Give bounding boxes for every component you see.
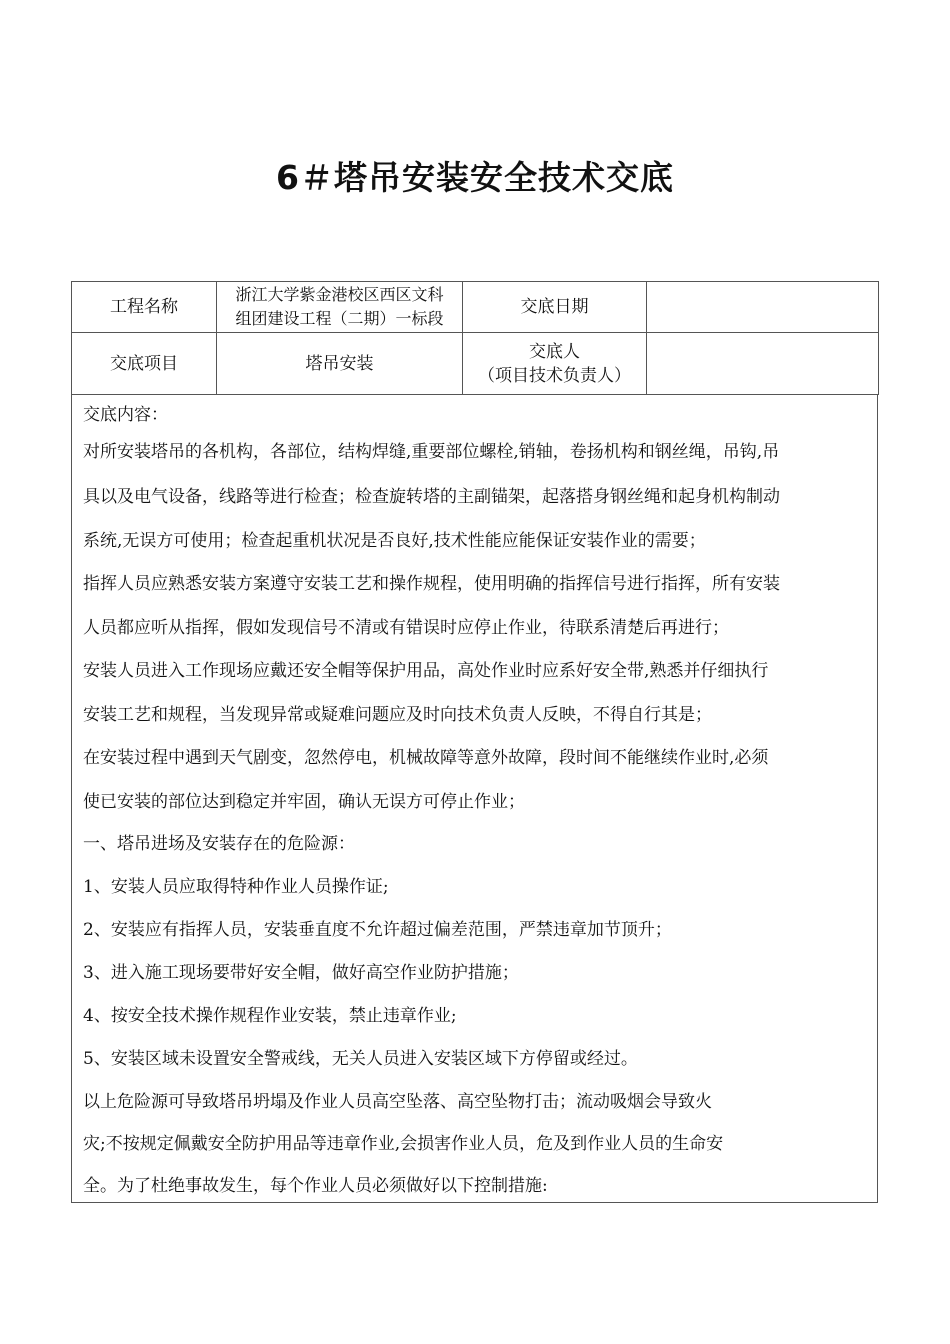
- document-title: 6＃塔吊安装安全技术交底: [276, 158, 674, 197]
- person-label: [463, 333, 647, 395]
- person-label-line1: 交底人: [529, 341, 580, 362]
- project-name-label: 工程名称: [72, 282, 217, 333]
- hazard-item: 3、进入施工现场要带好安全帽，做好高空作业防护措施；: [83, 963, 519, 983]
- project-name-line1: 浙江大学紫金港校区西区文科: [235, 285, 444, 304]
- item-label: 交底项目: [72, 333, 217, 395]
- info-row-project: [72, 282, 879, 333]
- item-value: 塔吊安装: [217, 333, 463, 395]
- paragraph-line: 对所安装塔吊的各机构，各部位，结构焊缝,重要部位螺栓,销轴，卷扬机构和钢丝绳，吊钩,吊: [83, 442, 780, 462]
- content-heading: 交底内容：: [83, 405, 168, 425]
- person-label-line2: （项目技术负责人）: [478, 365, 631, 386]
- info-row-item: [72, 333, 879, 395]
- hazard-item: 4、按安全技术操作规程作业安装，禁止违章作业;: [83, 1006, 457, 1026]
- date-label: 交底日期: [463, 282, 647, 333]
- paragraph-line: 使已安装的部位达到稳定并牢固，确认无误方可停止作业；: [83, 792, 525, 812]
- info-table: [71, 281, 879, 395]
- paragraph-line: 具以及电气设备，线路等进行检查；检查旋转塔的主副锚架，起落搭身钢丝绳和起身机构制动: [83, 487, 780, 507]
- conclusion-line: 灾;不按规定佩戴安全防护用品等违章作业,会损害作业人员，危及到作业人员的生命安: [83, 1134, 724, 1154]
- paragraph-line: 在安装过程中遇到天气剧变，忽然停电，机械故障等意外故障，段时间不能继续作业时,必须: [83, 748, 769, 768]
- date-value: [647, 282, 879, 333]
- paragraph-line: 安装人员进入工作现场应戴还安全帽等保护用品，高处作业时应系好安全带,熟悉并仔细执行: [83, 661, 769, 681]
- hazard-heading: 一、塔吊进场及安装存在的危险源：: [83, 834, 355, 854]
- content-box: [71, 394, 878, 1203]
- hazard-item: 5、安装区域未设置安全警戒线，无关人员进入安装区域下方停留或经过。: [83, 1049, 638, 1069]
- person-value: [647, 333, 879, 395]
- content-conclusion: [83, 1081, 867, 1207]
- hazard-item: 2、安装应有指挥人员，安装垂直度不允许超过偏差范围，严禁违章加节顶升；: [83, 920, 672, 940]
- hazard-list: [83, 823, 867, 1081]
- project-name-line2: 组团建设工程（二期）一标段: [235, 309, 444, 328]
- hazard-item: 1、安装人员应取得特种作业人员操作证;: [83, 877, 389, 897]
- paragraph-line: 指挥人员应熟悉安装方案遵守安装工艺和操作规程，使用明确的指挥信号进行指挥，所有安装: [83, 574, 780, 594]
- paragraph-line: 系统,无误方可使用；检查起重机状况是否良好,技术性能应能保证安装作业的需要；: [83, 531, 706, 551]
- paragraph-line: 安装工艺和规程，当发现异常或疑难问题应及时向技术负责人反映，不得自行其是；: [83, 705, 712, 725]
- content-paragraph: [83, 430, 867, 823]
- conclusion-line: 全。为了杜绝事故发生，每个作业人员必须做好以下控制措施:: [83, 1176, 548, 1196]
- project-name-value: [217, 282, 463, 333]
- conclusion-line: 以上危险源可导致塔吊坍塌及作业人员高空坠落、高空坠物打击；流动吸烟会导致火: [83, 1092, 712, 1112]
- paragraph-line: 人员都应听从指挥，假如发现信号不清或有错误时应停止作业，待联系清楚后再进行；: [83, 618, 729, 638]
